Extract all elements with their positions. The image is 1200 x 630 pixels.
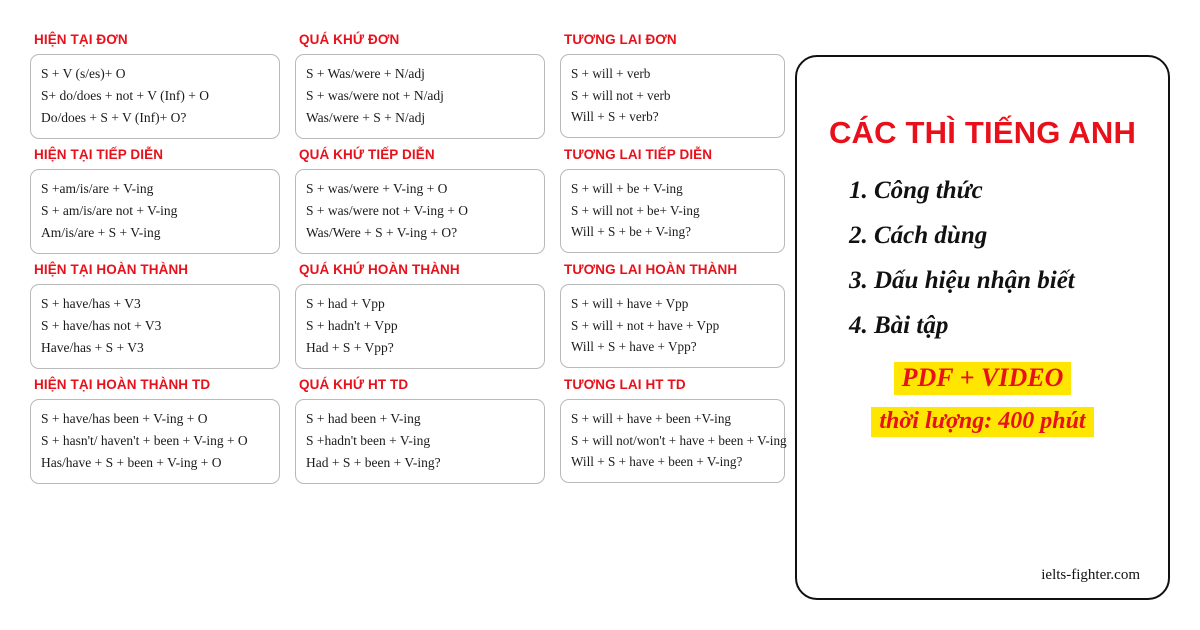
cta-duration-badge: thời lượng: 400 phút bbox=[871, 407, 1093, 437]
list-item: 2. Cách dùng bbox=[849, 222, 988, 249]
tense-card bbox=[560, 377, 785, 484]
formula-line: Will + S + verb? bbox=[571, 109, 659, 125]
panel-cta bbox=[797, 362, 1168, 437]
tense-card bbox=[560, 32, 785, 139]
formula-line: S +am/is/are + V-ing bbox=[41, 181, 154, 196]
tense-card-title: HIỆN TẠI HOÀN THÀNH bbox=[34, 262, 189, 277]
tense-card-title: TƯƠNG LAI ĐƠN bbox=[564, 32, 677, 47]
list-item: 1. Công thức bbox=[849, 177, 983, 204]
formula-line: S + had + Vpp bbox=[306, 296, 385, 311]
tense-card-box bbox=[295, 54, 545, 139]
formula-line: S + hasn't/ haven't + been + V-ing + O bbox=[41, 433, 248, 448]
tense-card bbox=[30, 147, 280, 254]
formula-line: S + will + verb bbox=[571, 66, 651, 81]
tense-card-box bbox=[560, 284, 785, 368]
tense-card bbox=[30, 377, 280, 484]
tense-card-box bbox=[30, 54, 280, 139]
tense-card-title: HIỆN TẠI HOÀN THÀNH TD bbox=[34, 377, 211, 392]
list-item: 4. Bài tập bbox=[849, 312, 949, 339]
formula-line: S + will not + verb bbox=[571, 87, 671, 103]
formula-line: Will + S + have + Vpp? bbox=[571, 339, 697, 355]
formula-line: S + will + have + been +V-ing bbox=[571, 411, 732, 426]
tense-card-title: TƯƠNG LAI HT TD bbox=[564, 377, 686, 392]
formula-line: S + was/were + V-ing + O bbox=[306, 181, 448, 196]
tense-card-title: TƯƠNG LAI TIẾP DIỄN bbox=[564, 147, 713, 162]
formula-line: S+ do/does + not + V (Inf) + O bbox=[41, 88, 209, 103]
tense-card-title: HIỆN TẠI ĐƠN bbox=[34, 32, 128, 47]
tense-card-title: HIỆN TẠI TIẾP DIỄN bbox=[34, 147, 164, 162]
tense-card-box bbox=[295, 169, 545, 254]
panel-topic-list bbox=[849, 177, 1168, 340]
site-url: ielts-fighter.com bbox=[1041, 567, 1140, 583]
summary-panel bbox=[795, 55, 1170, 600]
formula-line: Am/is/are + S + V-ing bbox=[41, 225, 161, 240]
tense-card bbox=[560, 262, 785, 369]
formula-line: Was/were + S + N/adj bbox=[306, 110, 426, 125]
tense-card bbox=[560, 147, 785, 254]
list-item: 3. Dấu hiệu nhận biết bbox=[849, 267, 1075, 294]
formula-line: Had + S + Vpp? bbox=[306, 340, 394, 355]
formula-line: S +hadn't been + V-ing bbox=[306, 433, 431, 448]
tense-card-box bbox=[560, 399, 785, 483]
formula-line: Had + S + been + V-ing? bbox=[306, 455, 441, 470]
tense-card bbox=[295, 262, 545, 369]
tense-card-title: QUÁ KHỨ TIẾP DIỄN bbox=[299, 147, 435, 162]
formula-line: S + will + be + V-ing bbox=[571, 181, 683, 196]
formula-line: S + have/has been + V-ing + O bbox=[41, 411, 208, 426]
formula-line: S + will + have + Vpp bbox=[571, 296, 689, 311]
tense-card-box bbox=[30, 399, 280, 484]
tense-card bbox=[30, 32, 280, 139]
formula-line: S + will not/won't + have + been + V-ing bbox=[571, 432, 787, 448]
formula-line: S + am/is/are not + V-ing bbox=[41, 203, 178, 218]
formula-line: S + had been + V-ing bbox=[306, 411, 421, 426]
formula-line: Has/have + S + been + V-ing + O bbox=[41, 455, 222, 470]
tense-card-box bbox=[560, 54, 785, 138]
tense-card bbox=[295, 32, 545, 139]
formula-line: S + was/were not + V-ing + O bbox=[306, 203, 468, 218]
formula-line: S + Was/were + N/adj bbox=[306, 66, 425, 81]
tense-card-box bbox=[30, 284, 280, 369]
formula-line: S + will not + be+ V-ing bbox=[571, 202, 700, 218]
formula-line: S + hadn't + Vpp bbox=[306, 318, 398, 333]
tense-card bbox=[295, 377, 545, 484]
formula-line: S + will + not + have + Vpp bbox=[571, 317, 720, 333]
formula-line: Do/does + S + V (Inf)+ O? bbox=[41, 110, 187, 125]
tense-card-title: QUÁ KHỨ ĐƠN bbox=[299, 32, 400, 47]
tense-grid bbox=[30, 32, 787, 484]
formula-line: S + have/has + V3 bbox=[41, 296, 141, 311]
tense-card-title: TƯƠNG LAI HOÀN THÀNH bbox=[564, 262, 738, 277]
formula-line: S + was/were not + N/adj bbox=[306, 88, 444, 103]
formula-line: Have/has + S + V3 bbox=[41, 340, 144, 355]
formula-line: S + have/has not + V3 bbox=[41, 318, 162, 333]
tense-card-box bbox=[560, 169, 785, 253]
tense-card-box bbox=[30, 169, 280, 254]
tense-card bbox=[295, 147, 545, 254]
tense-card-title: QUÁ KHỨ HOÀN THÀNH bbox=[299, 262, 460, 277]
tense-card-title: QUÁ KHỨ HT TD bbox=[299, 377, 409, 392]
tense-card-box bbox=[295, 399, 545, 484]
panel-title: CÁC THÌ TIẾNG ANH bbox=[828, 115, 1137, 150]
tense-card bbox=[30, 262, 280, 369]
tense-card-box bbox=[295, 284, 545, 369]
cta-format-badge: PDF + VIDEO bbox=[894, 362, 1072, 395]
formula-line: Will + S + have + been + V-ing? bbox=[571, 454, 743, 470]
formula-line: Was/Were + S + V-ing + O? bbox=[306, 225, 458, 240]
formula-line: Will + S + be + V-ing? bbox=[571, 224, 691, 240]
formula-line: S + V (s/es)+ O bbox=[41, 66, 126, 81]
